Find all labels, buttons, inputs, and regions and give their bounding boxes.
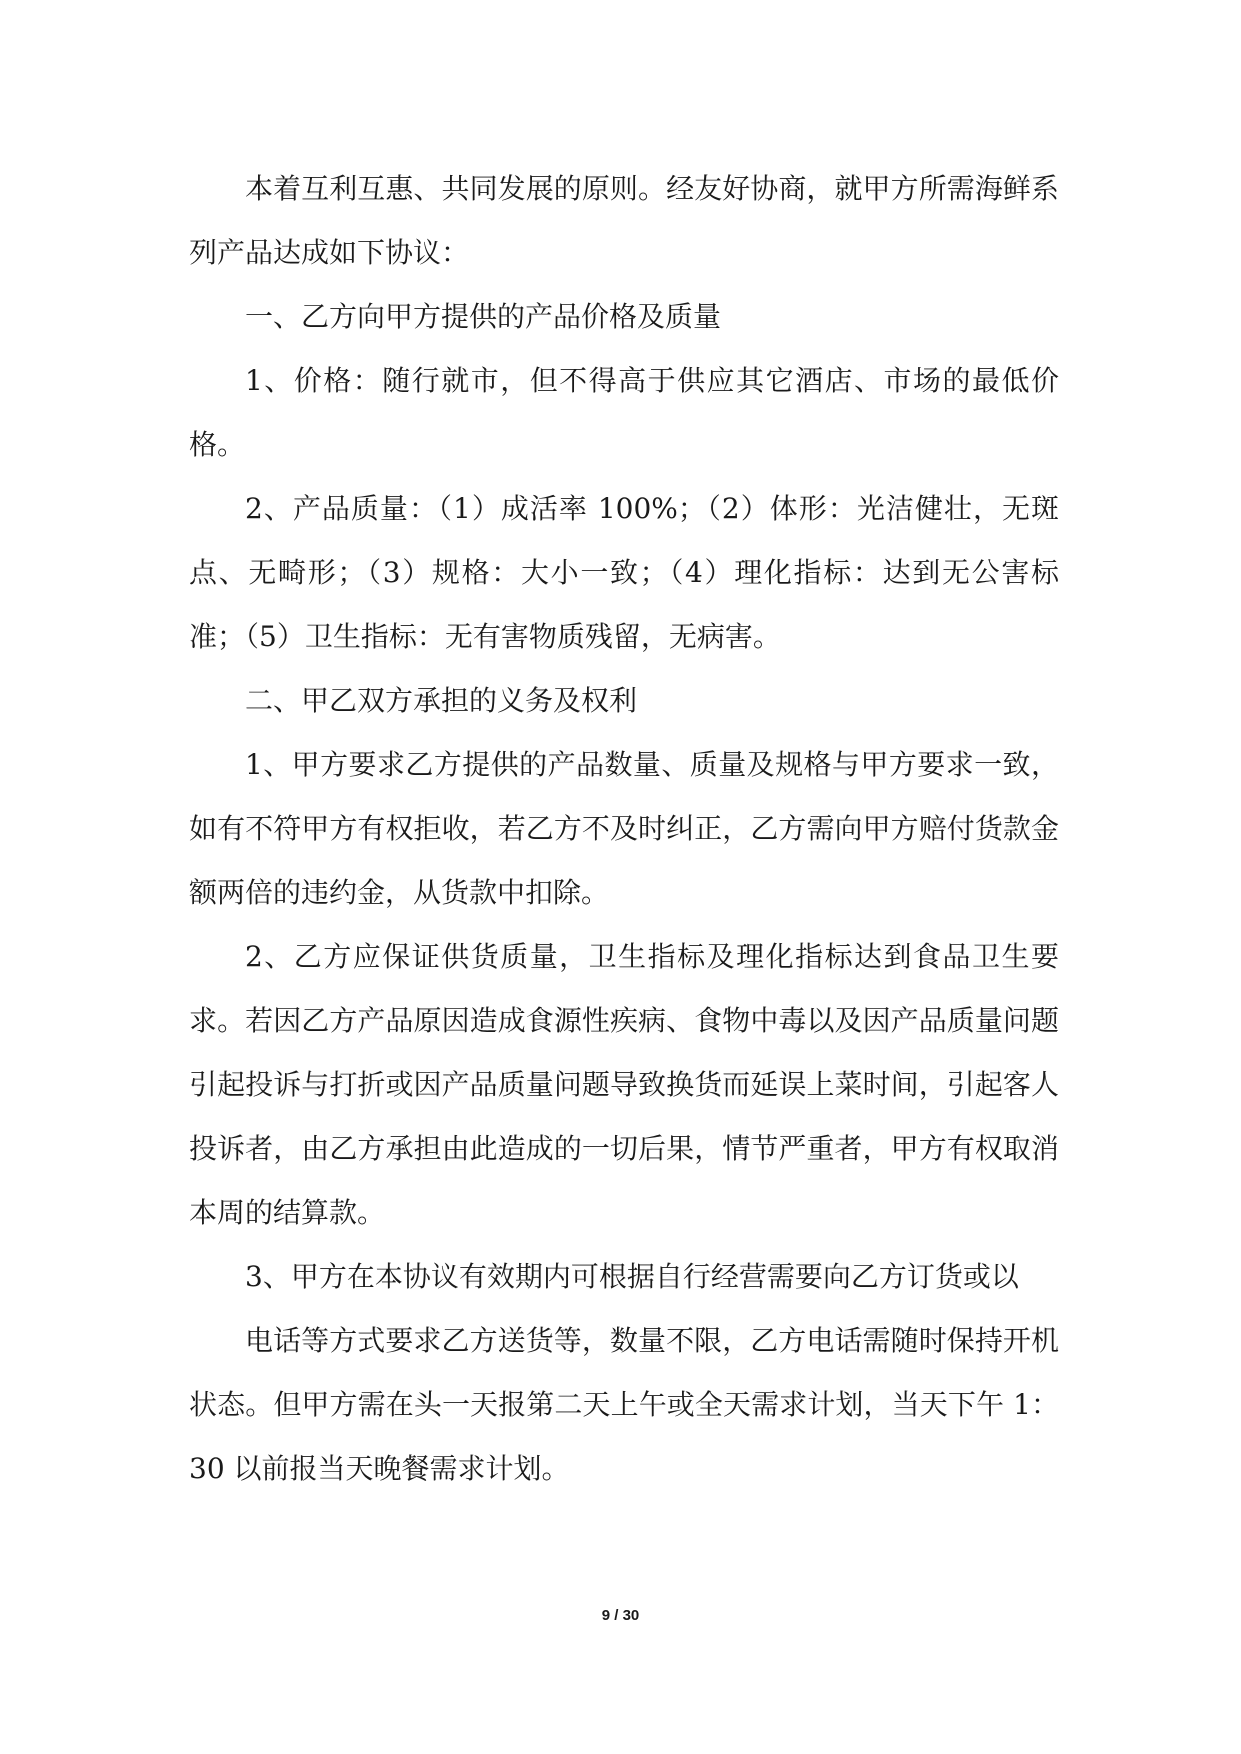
clause-obligation-3-continued: 电话等方式要求乙方送货等，数量不限，乙方电话需随时保持开机状态。但甲方需在头一天报第二天上午或全天需求计划，当天下午 1：30 以前报当天晚餐需求计划。 xyxy=(189,1324,1059,1485)
document-body xyxy=(189,157,1059,1501)
clause-obligation-3: 3、甲方在本协议有效期内可根据自行经营需要向乙方订货或以 xyxy=(245,1260,1019,1293)
paragraph-preamble: 本着互利互惠、共同发展的原则。经友好协商，就甲方所需海鲜系列产品达成如下协议： xyxy=(189,172,1059,269)
clause-price: 1、价格：随行就市，但不得高于供应其它酒店、市场的最低价格。 xyxy=(189,364,1059,461)
clause-obligation-2: 2、乙方应保证供货质量，卫生指标及理化指标达到食品卫生要求。若因乙方产品原因造成食源性疾病、食物中毒以及因产品质量问题引起投诉与打折或因产品质量问题导致换货而延误上菜时间，引起客人投诉者，由乙方承担由此造成的一切后果，情节严重者，甲方有权取消本周的结算款。 xyxy=(189,940,1059,1229)
section-heading-1: 一、乙方向甲方提供的产品价格及质量 xyxy=(245,300,722,333)
page-number: 9 / 30 xyxy=(601,1607,640,1624)
clause-obligation-1: 1、甲方要求乙方提供的产品数量、质量及规格与甲方要求一致，如有不符甲方有权拒收，若乙方不及时纠正，乙方需向甲方赔付货款金额两倍的违约金，从货款中扣除。 xyxy=(189,748,1059,909)
section-heading-2: 二、甲乙双方承担的义务及权利 xyxy=(245,684,638,717)
clause-quality: 2、产品质量：（1）成活率 100%；（2）体形：光洁健壮，无斑点、无畸形；（3）规格：大小一致；（4）理化指标：达到无公害标准；（5）卫生指标：无有害物质残留，无病害。 xyxy=(189,492,1059,653)
